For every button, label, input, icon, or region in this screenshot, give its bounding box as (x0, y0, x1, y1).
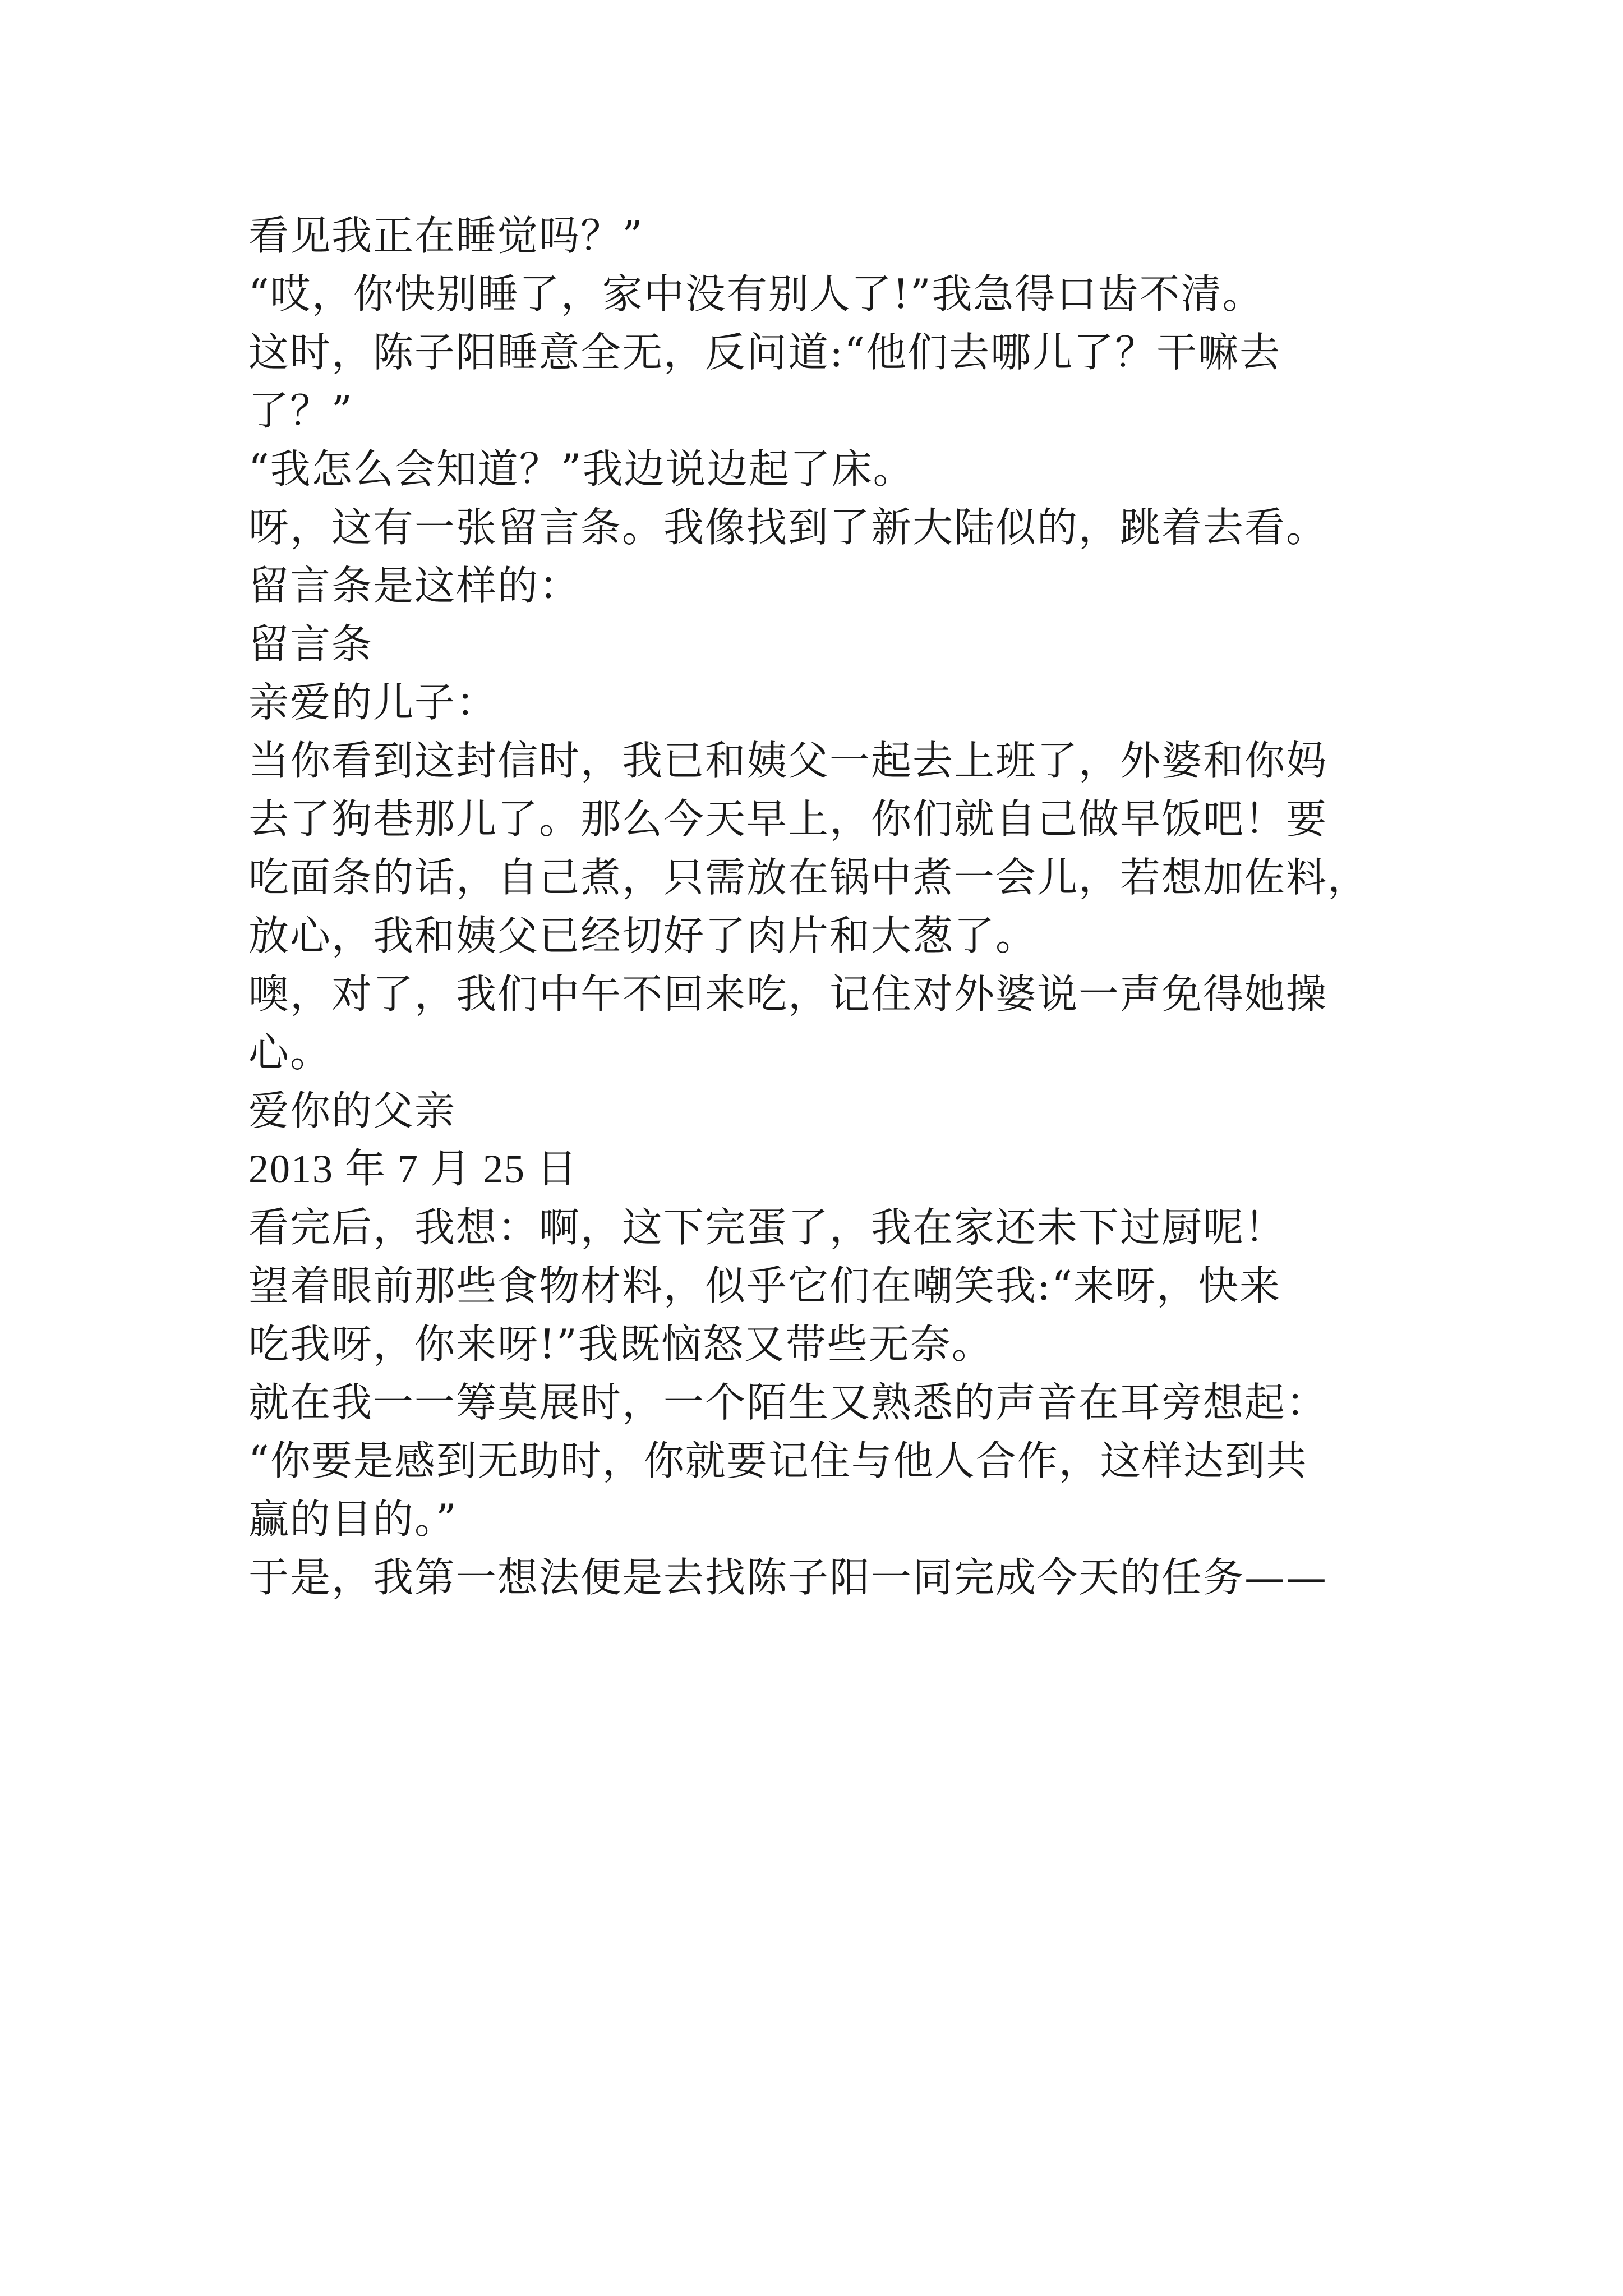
text-line: “哎，你快别睡了，家中没有别人了!”我急得口齿不清。 (248, 270, 1264, 318)
note-salutation: 亲爱的儿子： (248, 679, 498, 726)
text-line: 就在我一一筹莫展时，一个陌生又熟悉的声音在耳旁想起： (248, 1379, 1328, 1426)
text-line: 吃我呀，你来呀!”我既恼怒又带些无奈。 (248, 1320, 993, 1368)
text-line: 吃面条的话，自己煮，只需放在锅中煮一会儿，若想加佐料， (248, 854, 1370, 901)
text-line: 望着眼前那些食物材料，似乎它们在嘲笑我:“来呀，快来 (248, 1262, 1281, 1309)
text-line: 留言条是这样的： (248, 562, 581, 609)
note-heading: 留言条 (248, 620, 374, 668)
text-line: 赢的目的。” (248, 1496, 458, 1543)
text-line: 看见我正在睡觉吗？” (248, 212, 644, 259)
text-line: 这时，陈子阳睡意全无，反问道:“他们去哪儿了？干嘛去 (248, 329, 1281, 376)
text-line: 心。 (248, 1029, 332, 1076)
note-signature: 爱你的父亲 (248, 1087, 457, 1134)
document-body (248, 206, 1393, 1607)
text-line: 了？” (248, 387, 353, 434)
note-date: 2013 年 7 月 25 日 (248, 1147, 579, 1191)
text-line: “我怎么会知道？”我边说边起了床。 (248, 445, 915, 493)
text-line: 呀，这有一张留言条。我像找到了新大陆似的，跳着去看。 (248, 504, 1328, 551)
text-line: 放心，我和姨父已经切好了肉片和大葱了。 (248, 912, 1038, 959)
text-line: 噢，对了，我们中午不回来吃，记住对外婆说一声免得她操 (248, 970, 1328, 1018)
text-line: 于是，我第一想法便是去找陈子阳一同完成今天的任务—— (248, 1554, 1328, 1601)
text-line: 去了狗巷那儿了。那么今天早上，你们就自己做早饭吧！要 (248, 795, 1328, 843)
text-line: 看完后，我想：啊，这下完蛋了，我在家还未下过厨呢！ (248, 1204, 1287, 1251)
text-line: 当你看到这封信时，我已和姨父一起去上班了，外婆和你妈 (248, 737, 1328, 784)
text-line: “你要是感到无助时，你就要记住与他人合作，这样达到共 (248, 1437, 1308, 1484)
